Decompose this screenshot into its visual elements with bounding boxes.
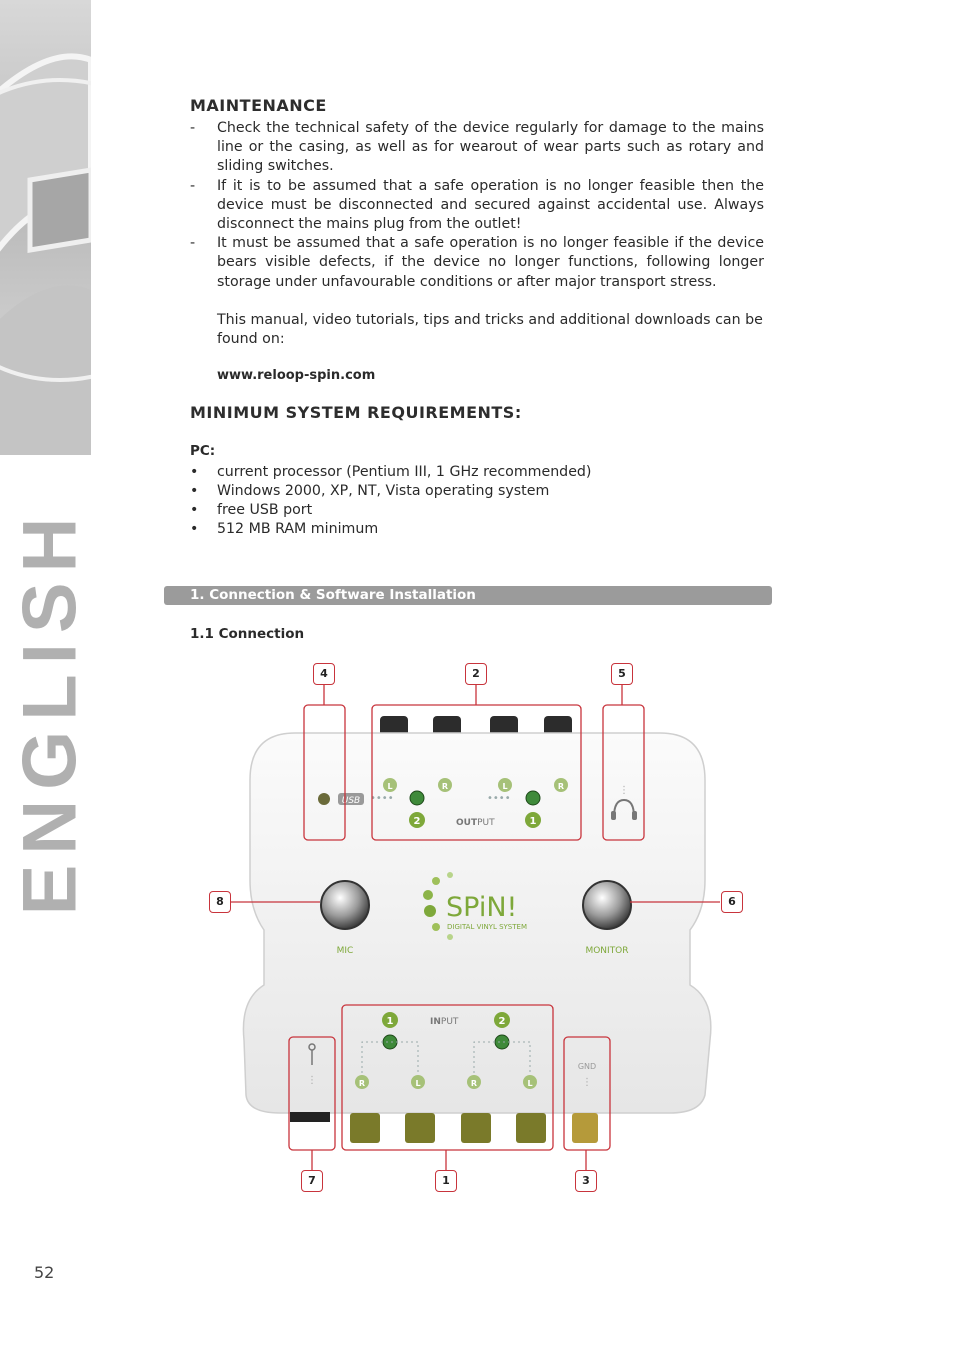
svg-text:R: R [557, 782, 565, 791]
main-content [190, 96, 764, 539]
device-illustration [200, 655, 760, 1200]
list-item: • free USB port [190, 502, 313, 519]
list-item: • Windows 2000, XP, NT, Vista operating system [190, 483, 550, 500]
language-label: ENGLISH [7, 507, 93, 916]
svg-text:OUTPUT: OUTPUT [456, 818, 495, 828]
list-item: - It must be assumed that a safe operation is no longer feasible if the device bears visible defects, if the device no longer functions, following longer storage under unfavourable conditions or after major transport stress. [190, 235, 764, 290]
maintenance-heading: MAINTENANCE [190, 96, 327, 115]
callout-2: 2 [465, 663, 487, 685]
svg-text:⋮: ⋮ [582, 1077, 592, 1088]
subsection-title: 1.1 Connection [190, 626, 305, 642]
svg-text:L: L [415, 1079, 421, 1088]
list-item: • 512 MB RAM minimum [190, 521, 379, 538]
requirements-list [190, 463, 764, 539]
svg-text:R: R [441, 782, 449, 791]
input-jacks [290, 1112, 598, 1143]
section-bar [164, 586, 772, 605]
list-item: - Check the technical safety of the device regularly for damage to the mains line or the casing, as well as for wearout of wear parts such as rotary and sliding switches. [190, 120, 764, 175]
svg-text:R: R [358, 1079, 366, 1088]
website-link[interactable]: www.reloop-spin.com [217, 368, 376, 384]
svg-text:L: L [502, 782, 508, 791]
device-figure [200, 655, 760, 1200]
sidebar-decoration [0, 0, 91, 455]
callout-7: 7 [301, 1170, 323, 1192]
usb-port [318, 793, 330, 805]
svg-text:L: L [387, 782, 393, 791]
svg-text:••••: •••• [370, 793, 394, 804]
callout-1: 1 [435, 1170, 457, 1192]
callout-4: 4 [313, 663, 335, 685]
list-item: - If it is to be assumed that a safe operation is no longer feasible then the device must be disconnected and secured against accidental use. Always disconnect the mains plug from the outlet! [190, 177, 764, 233]
section-title: 1. Connection & Software Installation [190, 587, 476, 603]
requirements-heading: MINIMUM SYSTEM REQUIREMENTS: [190, 403, 522, 423]
maintenance-list [190, 119, 764, 292]
mic-label: MIC [336, 946, 354, 956]
callout-8: 8 [209, 891, 231, 913]
svg-text:2: 2 [498, 1016, 506, 1027]
usb-label: USB [341, 796, 361, 806]
callout-6: 6 [721, 891, 743, 913]
svg-text:R: R [470, 1079, 478, 1088]
svg-text:1: 1 [386, 1016, 394, 1027]
list-item: • current processor (Pentium III, 1 GHz recommended) [190, 464, 592, 481]
svg-text:L: L [527, 1079, 533, 1088]
svg-text:⋮: ⋮ [619, 785, 629, 796]
callout-5: 5 [611, 663, 633, 685]
svg-text:2: 2 [413, 816, 421, 827]
brand-tagline: DIGITAL VINYL SYSTEM [447, 923, 527, 931]
svg-text:••••: •••• [487, 793, 511, 804]
page-number: 52 [34, 1263, 55, 1282]
pc-label: PC: [190, 443, 216, 460]
brand-name: SPiN! [446, 892, 518, 923]
logo-decoration [0, 0, 91, 455]
callout-3: 3 [575, 1170, 597, 1192]
gnd-label: GND [577, 1062, 597, 1071]
monitor-label: MONITOR [585, 946, 629, 956]
svg-text:⋮: ⋮ [307, 1075, 317, 1086]
downloads-note: This manual, video tutorials, tips and tricks and additional downloads can be found on: [217, 311, 763, 348]
svg-text:1: 1 [529, 816, 537, 827]
svg-text:INPUT: INPUT [430, 1017, 459, 1027]
